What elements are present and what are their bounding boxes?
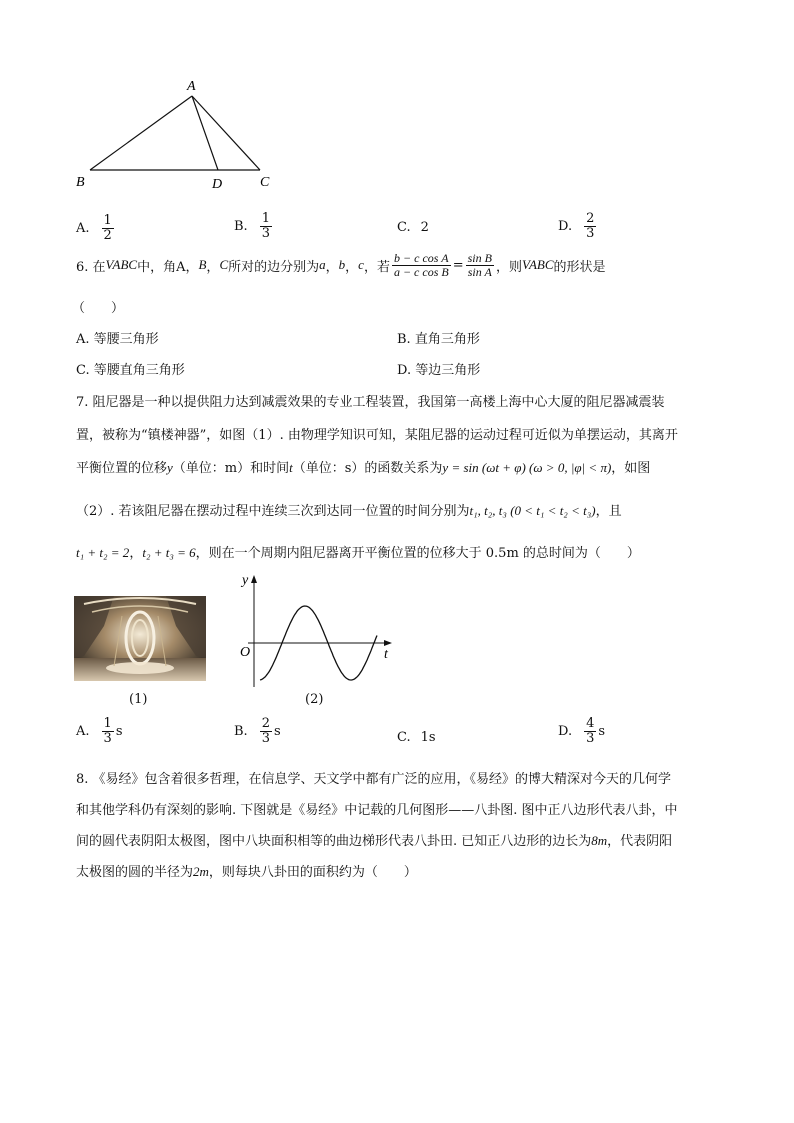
q6-option-b[interactable]: B. 直角三角形 — [397, 332, 480, 347]
option-label: A. — [76, 723, 90, 739]
fraction: $\frac{1}{3}$ — [103, 716, 112, 746]
q8-line-2: 和其他学科仍有深刻的影响. 下图就是《易经》中记载的几何图形——八卦图. 图中正八边形代表八卦，中 — [76, 803, 678, 818]
vertex-label-c: C — [260, 175, 270, 190]
vertex-label-b: B — [76, 175, 85, 190]
option-label: D. — [558, 723, 573, 739]
fraction: $\frac{\text{sin B}}{\text{sin A}}$ — [467, 251, 492, 279]
option-label: A. — [76, 220, 90, 236]
axis-label-y: y — [242, 573, 249, 588]
q7-line-2: 置，被称为“镇楼神器”，如图（1）. 由物理学知识可知，某阻尼器的运动过程可近似为单摆运动，其离开 — [76, 428, 678, 443]
sine-graph — [232, 572, 402, 692]
answer-paren: （ ） — [72, 301, 125, 316]
q7-option-c[interactable] — [397, 730, 436, 745]
q6-option-d[interactable]: D. 等边三角形 — [397, 363, 481, 378]
q7-line-4: （2）. 若该阻尼器在摆动过程中连续三次到达同一位置的时间分别为t₁, t₂, t₃ (0 < t₁ < t₂ < t₃)，且 — [76, 503, 622, 519]
option-label: B. — [234, 218, 248, 234]
option-label: B. — [234, 723, 248, 739]
option-value: 2 — [420, 220, 429, 235]
option-label: D. — [558, 218, 573, 234]
vertex-label-d: D — [212, 177, 223, 192]
q5-option-d[interactable] — [558, 212, 598, 240]
origin-label: O — [240, 645, 251, 660]
q7-line-1: 7. 阻尼器是一种以提供阻力达到减震效果的专业工程装置，我国第一高楼上海中心大厦的阻尼器减震装 — [76, 395, 665, 410]
fraction: $\frac{1}{2}$ — [103, 213, 112, 243]
figure-caption-1: (1) — [129, 692, 148, 707]
q6-stem: 6. 在 VABC 中，角A， B ， C 所对的边分别为 a ， b ， c ，若 $\frac{\text{b − c cos A}}{\text{a − c cos B}}$ = $\frac{\text{sin B}}{\text{sin A}}$ ，则 VABC 的形状是 — [76, 251, 606, 279]
fraction: $\frac{\text{b − c cos A}}{\text{a − c cos B}}$ — [393, 251, 449, 279]
vertex-label-a: A — [187, 79, 196, 94]
figure-caption-2: (2) — [305, 692, 324, 707]
axis-label-t: t — [384, 647, 388, 662]
fraction: $\frac{2}{3}$ — [261, 716, 270, 746]
q5-option-b[interactable] — [234, 212, 274, 240]
q6-option-c[interactable]: C. 等腰直角三角形 — [76, 363, 185, 378]
option-value: 1s — [420, 730, 436, 745]
q7-option-a[interactable]: A. $\frac{1}{3}$ s — [76, 716, 123, 746]
option-label: C. — [397, 220, 411, 235]
q7-option-d[interactable]: D. $\frac{4}{3}$ s — [558, 716, 606, 746]
q5-option-a[interactable] — [76, 214, 116, 242]
q7-line-5: t₁ + t₂ = 2，t₂ + t₃ = 6，则在一个周期内阻尼器离开平衡位置的位移大于 0.5m 的总时间为（ ） — [76, 545, 640, 561]
q7-option-b[interactable]: B. $\frac{2}{3}$ s — [234, 716, 281, 746]
fraction: $\frac{2}{3}$ — [586, 211, 595, 241]
q8-line-4: 太极图的圆的半径为2m，则每块八卦田的面积约为（ ） — [76, 864, 417, 880]
damper-photo — [74, 596, 206, 681]
q5-option-c[interactable] — [397, 220, 429, 235]
q6-option-a[interactable]: A. 等腰三角形 — [76, 332, 159, 347]
q8-line-1: 8. 《易经》包含着很多哲理，在信息学、天文学中都有广泛的应用，《易经》的博大精深对今天的几何学 — [76, 772, 672, 787]
fraction: $\frac{4}{3}$ — [586, 716, 595, 746]
q8-line-3: 间的圆代表阴阳太极图，图中八块面积相等的曲边梯形代表八卦田. 已知正八边形的边长为8m，代表阴阳 — [76, 833, 673, 849]
option-label: C. — [397, 730, 411, 745]
triangle-figure — [70, 74, 290, 194]
q7-line-3: 平衡位置的位移y（单位：m）和时间t（单位：s）的函数关系为y = sin (ωt + φ) (ω > 0, |φ| < π)，如图 — [76, 460, 651, 476]
fraction: $\frac{1}{3}$ — [261, 211, 270, 241]
